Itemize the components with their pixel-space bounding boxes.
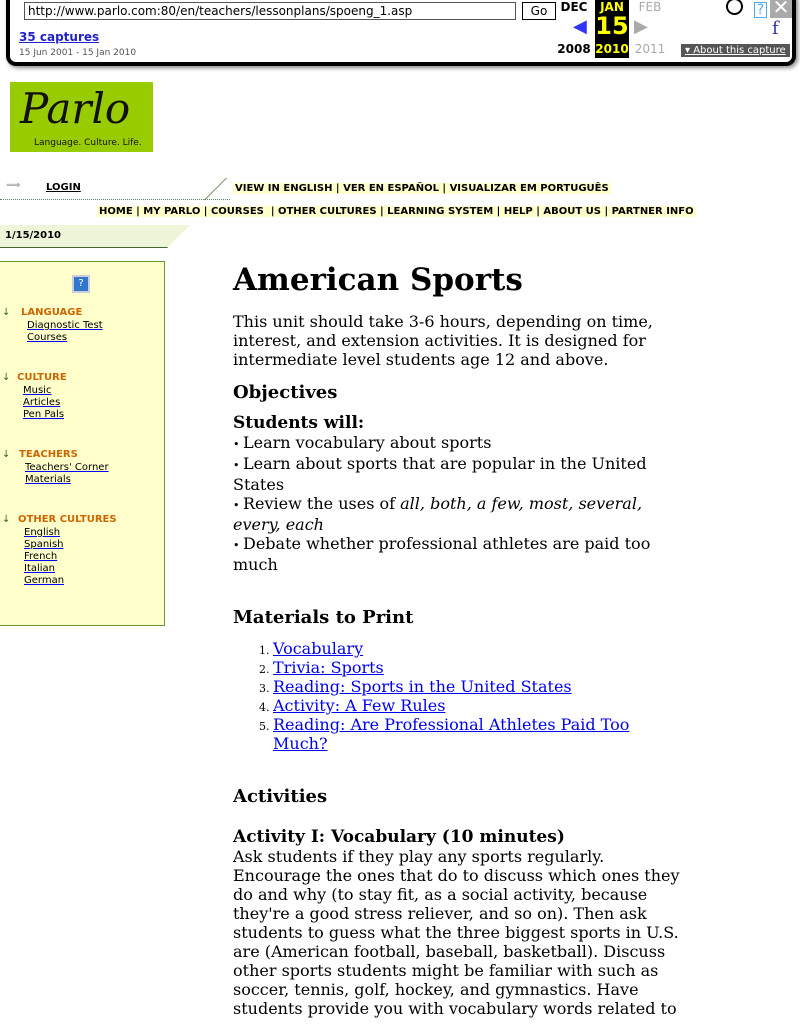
arrow-down-icon: ↓ <box>2 307 11 318</box>
facebook-icon[interactable]: f <box>772 18 779 39</box>
nav-other-cultures[interactable]: OTHER CULTURES <box>277 206 377 217</box>
activity-text: Ask students if they play any sports regularly. Encourage the ones that do to discuss which ones they do and why (to stay fit, as a social activity, because they're a good stress reliever, and so on). Then ask students to guess what the three biggest sports in U.S. are (American football, baseball, basketball). Discuss other sports students might be familiar with such as soccer, tennis, golf, hockey, and gymnastics. Have students provide you with vocabulary words related to <box>233 847 680 1018</box>
nav-help[interactable]: HELP <box>503 206 533 217</box>
section-title: TEACHERS <box>19 449 78 460</box>
sidebar-link-spanish[interactable]: Spanish <box>24 539 64 550</box>
sidebar-link-italian[interactable]: Italian <box>24 563 56 574</box>
ver-espanol-link[interactable]: VER EN ESPAÑOL <box>343 183 439 194</box>
about-capture-button[interactable]: ▾ About this capture <box>681 44 790 57</box>
nav-my-parlo[interactable]: MY PARLO <box>143 206 201 217</box>
next-year: 2011 <box>634 42 666 56</box>
close-icon[interactable]: ✕ <box>770 0 792 18</box>
captures-link[interactable]: 35 captures <box>19 30 100 44</box>
objective-item: • Learn vocabulary about sports <box>233 433 683 454</box>
activities-heading: Activities <box>233 786 328 807</box>
url-input[interactable] <box>24 2 516 20</box>
prev-month[interactable]: DEC <box>560 0 588 14</box>
help-icon[interactable]: ? <box>754 2 767 18</box>
sidebar-section-other-cultures <box>0 514 165 587</box>
parlo-logo[interactable]: Parlo Language. Culture. Life. <box>10 82 153 152</box>
nav-partner-info[interactable]: PARTNER INFO <box>611 206 694 217</box>
sidebar-link-materials[interactable]: Materials <box>25 474 71 485</box>
nav-learning-system[interactable]: LEARNING SYSTEM <box>387 206 494 217</box>
sidebar-link-german[interactable]: German <box>24 575 65 586</box>
activity-title: Activity I: Vocabulary (10 minutes) <box>233 827 565 847</box>
arrow-down-icon: ↓ <box>2 449 11 460</box>
intro-text: This unit should take 3-6 hours, depending on time, interest, and extension activities. It is designed for intermediate level students age 12 and above. <box>233 312 653 369</box>
sidebar-section-language <box>0 307 165 344</box>
main-nav: HOME | MY PARLO | COURSES | OTHER CULTURES | LEARNING SYSTEM | HELP | ABOUT US | PARTNER INFO <box>99 206 694 217</box>
sidebar-link-music[interactable]: Music <box>23 385 52 396</box>
visualizar-portugues-link[interactable]: VISUALIZAR EM PORTUGUÊS <box>449 183 609 194</box>
prev-arrow-icon[interactable]: ◀ <box>573 16 587 37</box>
objective-item: • Learn about sports that are popular in the United States <box>233 454 683 494</box>
arrow-down-icon: ↓ <box>2 514 11 525</box>
sidebar-link-teachers-corner[interactable]: Teachers' Corner <box>25 462 109 473</box>
materials-heading: Materials to Print <box>233 607 414 628</box>
material-link-athletes-paid[interactable]: Reading: Are Professional Athletes Paid Too Much? <box>273 715 630 753</box>
material-link-a-few-rules[interactable]: Activity: A Few Rules <box>273 696 446 715</box>
objective-item: • Debate whether professional athletes are paid too much <box>233 534 683 574</box>
next-arrow-icon: ▶ <box>634 16 648 37</box>
sidebar-section-teachers <box>0 449 165 486</box>
current-month: JAN <box>600 0 624 14</box>
help-icon[interactable]: ? <box>72 275 90 293</box>
current-year: 2010 <box>595 42 629 56</box>
objective-text: Review the uses of <box>243 494 401 513</box>
section-title: LANGUAGE <box>21 307 83 318</box>
go-button[interactable]: Go <box>522 2 556 20</box>
login-bar <box>0 178 230 200</box>
objectives-heading: Objectives <box>233 382 338 403</box>
next-month: FEB <box>638 0 662 14</box>
material-link-reading-sports[interactable]: Reading: Sports in the United States <box>273 677 572 696</box>
material-link-trivia[interactable]: Trivia: Sports <box>273 658 384 677</box>
page-title: American Sports <box>233 262 523 298</box>
sidebar-section-culture <box>0 372 165 421</box>
sidebar-link-articles[interactable]: Articles <box>23 397 61 408</box>
section-title: CULTURE <box>17 372 67 383</box>
materials-list <box>273 639 683 753</box>
section-title: OTHER CULTURES <box>18 514 117 525</box>
prev-year[interactable]: 2008 <box>557 42 591 56</box>
current-day: 15 <box>595 12 629 40</box>
nav-courses[interactable]: COURSES <box>210 206 264 217</box>
students-will-label: Students will: <box>233 413 365 433</box>
material-link-vocabulary[interactable]: Vocabulary <box>273 639 364 658</box>
nav-home[interactable]: HOME <box>99 206 133 217</box>
sidebar-link-pen-pals[interactable]: Pen Pals <box>23 409 65 420</box>
nav-about-us[interactable]: ABOUT US <box>543 206 601 217</box>
current-date: 1/15/2010 <box>5 230 62 241</box>
language-links: VIEW IN ENGLISH | VER EN ESPAÑOL | VISUALIZAR EM PORTUGUÊS <box>235 183 609 194</box>
objective-item <box>233 494 683 534</box>
account-icon[interactable] <box>726 0 743 15</box>
arrow-down-icon: ↓ <box>2 372 11 383</box>
sidebar-link-french[interactable]: French <box>24 551 58 562</box>
sidebar-link-courses[interactable]: Courses <box>27 332 68 343</box>
arrow-icon: ⟹ <box>6 180 21 191</box>
wayback-toolbar <box>6 0 796 66</box>
objective-words: all, both, a few, most, several, every, each <box>233 494 643 534</box>
capture-range: 15 Jun 2001 - 15 Jan 2010 <box>19 48 137 58</box>
sidebar-link-diagnostic-test[interactable]: Diagnostic Test <box>27 320 103 331</box>
main-content <box>233 262 683 1018</box>
login-link[interactable]: LOGIN <box>46 182 81 193</box>
view-english-link[interactable]: VIEW IN ENGLISH <box>235 183 333 194</box>
objectives-list <box>233 433 683 574</box>
sidebar-link-english[interactable]: English <box>24 527 61 538</box>
